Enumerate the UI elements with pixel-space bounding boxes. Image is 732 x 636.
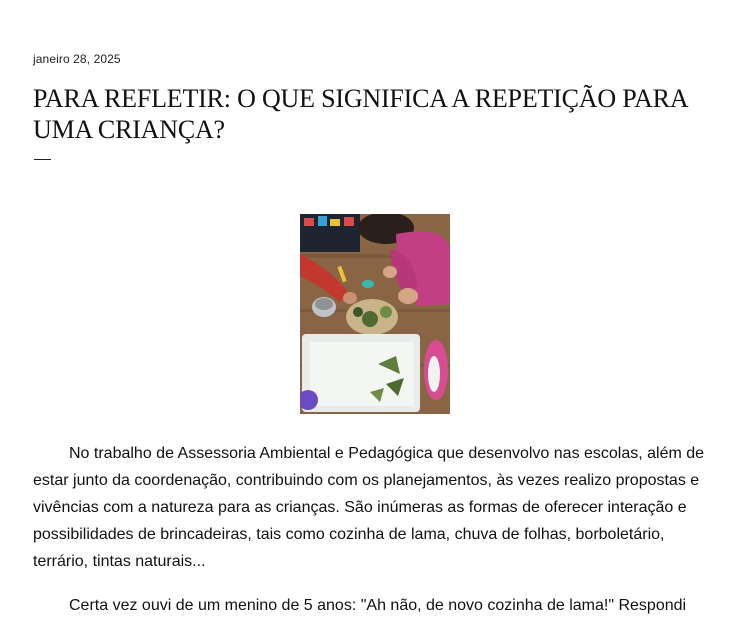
post-title[interactable]: PARA REFLETIR: O QUE SIGNIFICA A REPETIÇÃO PARA UMA CRIANÇA? <box>33 84 687 144</box>
post-body <box>33 440 723 636</box>
post-date: janeiro 28, 2025 <box>33 52 121 66</box>
post-paragraph: Certa vez ouvi de um menino de 5 anos: "Ah não, de novo cozinha de lama!" Respondi <box>69 597 687 614</box>
title-divider <box>34 159 51 160</box>
post-image[interactable] <box>300 214 450 414</box>
post-paragraph: No trabalho de Assessoria Ambiental e Pedagógica que desenvolvo nas escolas, além de estar junto da coordenação, contribuindo com os planejamentos, às vezes realizo propostas e vivências com a natureza para as crianças. São inúmeras as formas de oferecer interação e possibilidades de brincadeiras, tais como cozinha de lama, chuva de folhas, borboletário, terrário, tintas naturais... <box>33 445 705 570</box>
